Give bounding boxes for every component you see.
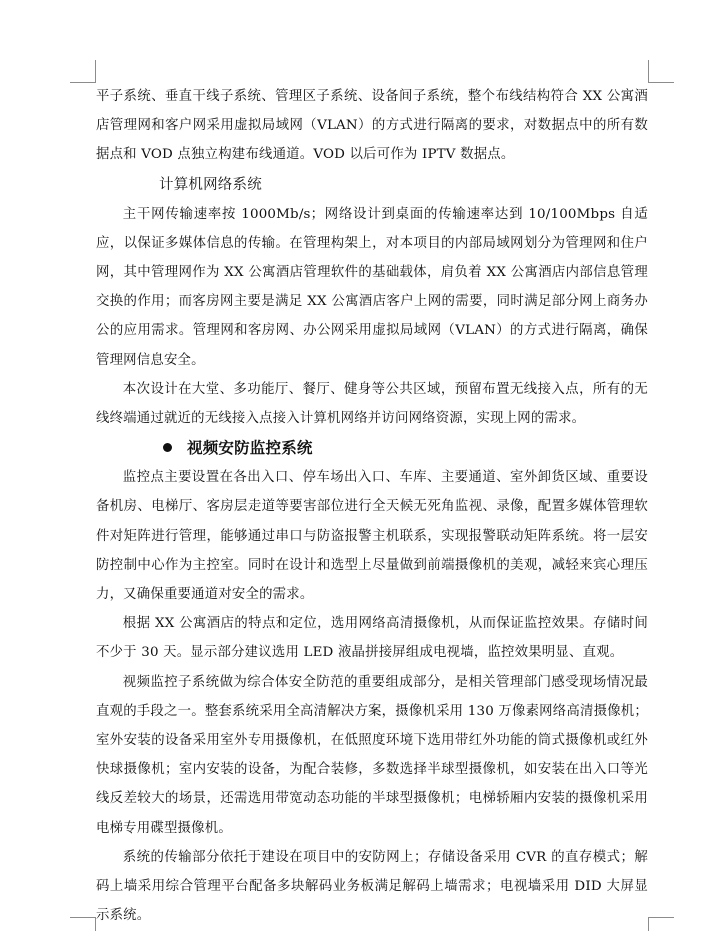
crop-mark-top-right-v — [648, 60, 649, 83]
heading-video-surveillance — [96, 433, 648, 463]
heading-computer-network: 计算机网络系统 — [159, 176, 262, 193]
crop-mark-bottom-left-h — [70, 917, 96, 918]
paragraph-camera-selection: 根据 XX 公寓酒店的特点和定位，选用网络高清摄像机，从而保证监控效果。存储时间不少于 30 天。显示部分建议选用 LED 液晶拼接屏组成电视墙，监控效果明显、直观。 — [96, 616, 648, 661]
crop-mark-bottom-right-h — [648, 917, 674, 918]
paragraph-network-backbone: 主干网传输速率按 1000Mb/s；网络设计到桌面的传输速率达到 10/100Mbps 自适应，以保证多媒体信息的传输。在管理构架上，对本项目的内部局域网划分为管理网和住户网，其中管理网作为 XX 公寓酒店管理软件的基础载体，肩负着 XX 公寓酒店内部信息管理交换的作用；而客房网主要是满足 XX 公寓酒店客户上网的需要，同时满足部分网上商务办公的应用需求。管理网和客房网、办公网采用虚拟局域网（VLAN）的方式进行隔离，确保管理网信息安全。 — [96, 206, 648, 368]
paragraph-monitoring-points: 监控点主要设置在各出入口、停车场出入口、车库、主要通道、室外卸货区域、重要设备机房、电梯厅、客房层走道等要害部位进行全天候无死角监视、录像，配置多媒体管理软件对矩阵进行管理，能够通过串口与防盗报警主机联系，实现报警联动矩阵系统。将一层安防控制中心作为主控室。同时在设计和选型上尽量做到前端摄像机的美观，减轻来宾心理压力，又确保重要通道对安全的需求。 — [96, 470, 648, 603]
bullet-icon — [163, 443, 172, 452]
paragraph-transmission: 系统的传输部分依托于建设在项目中的安防网上；存储设备采用 CVR 的直存模式；解码上墙采用综合管理平台配备多块解码业务板满足解码上墙需求；电视墙采用 DID 大屏显示系统。 — [96, 849, 648, 924]
paragraph-cabling: 平子系统、垂直干线子系统、管理区子系统、设备间子系统，整个布线结构符合 XX 公寓酒店管理网和客户网采用虚拟局域网（VLAN）的方式进行隔离的要求，对数据点中的所有数据点和 VOD 点独立构建布线通道。VOD 以后可作为 IPTV 数据点。 — [96, 89, 648, 163]
document-body — [96, 82, 648, 930]
crop-mark-top-right-h — [648, 82, 674, 83]
crop-mark-bottom-right-v — [648, 918, 649, 931]
crop-mark-top-left-h — [70, 82, 96, 83]
heading-video-surveillance-label: 视频安防监控系统 — [187, 439, 313, 458]
crop-mark-top-left-v — [95, 60, 96, 83]
paragraph-wireless: 本次设计在大堂、多功能厅、餐厅、健身等公共区域，预留布置无线接入点，所有的无线终端通过就近的无线接入点接入计算机网络并访问网络资源，实现上网的需求。 — [96, 381, 648, 427]
paragraph-video-subsystem: 视频监控子系统做为综合体安全防范的重要组成部分，是相关管理部门感受现场情况最直观的手段之一。整套系统采用全高清解决方案，摄像机采用 130 万像素网络高清摄像机；室外安装的设备采用室外专用摄像机，在低照度环境下选用带红外功能的筒式摄像机或红外快球摄像机；室内安装的设备，为配合装修，多数选择半球型摄像机，如安装在出入口等光线反差较大的场景，还需选用带宽动态功能的半球型摄像机；电梯轿厢内安装的摄像机采用电梯专用碟型摄像机。 — [96, 674, 648, 836]
